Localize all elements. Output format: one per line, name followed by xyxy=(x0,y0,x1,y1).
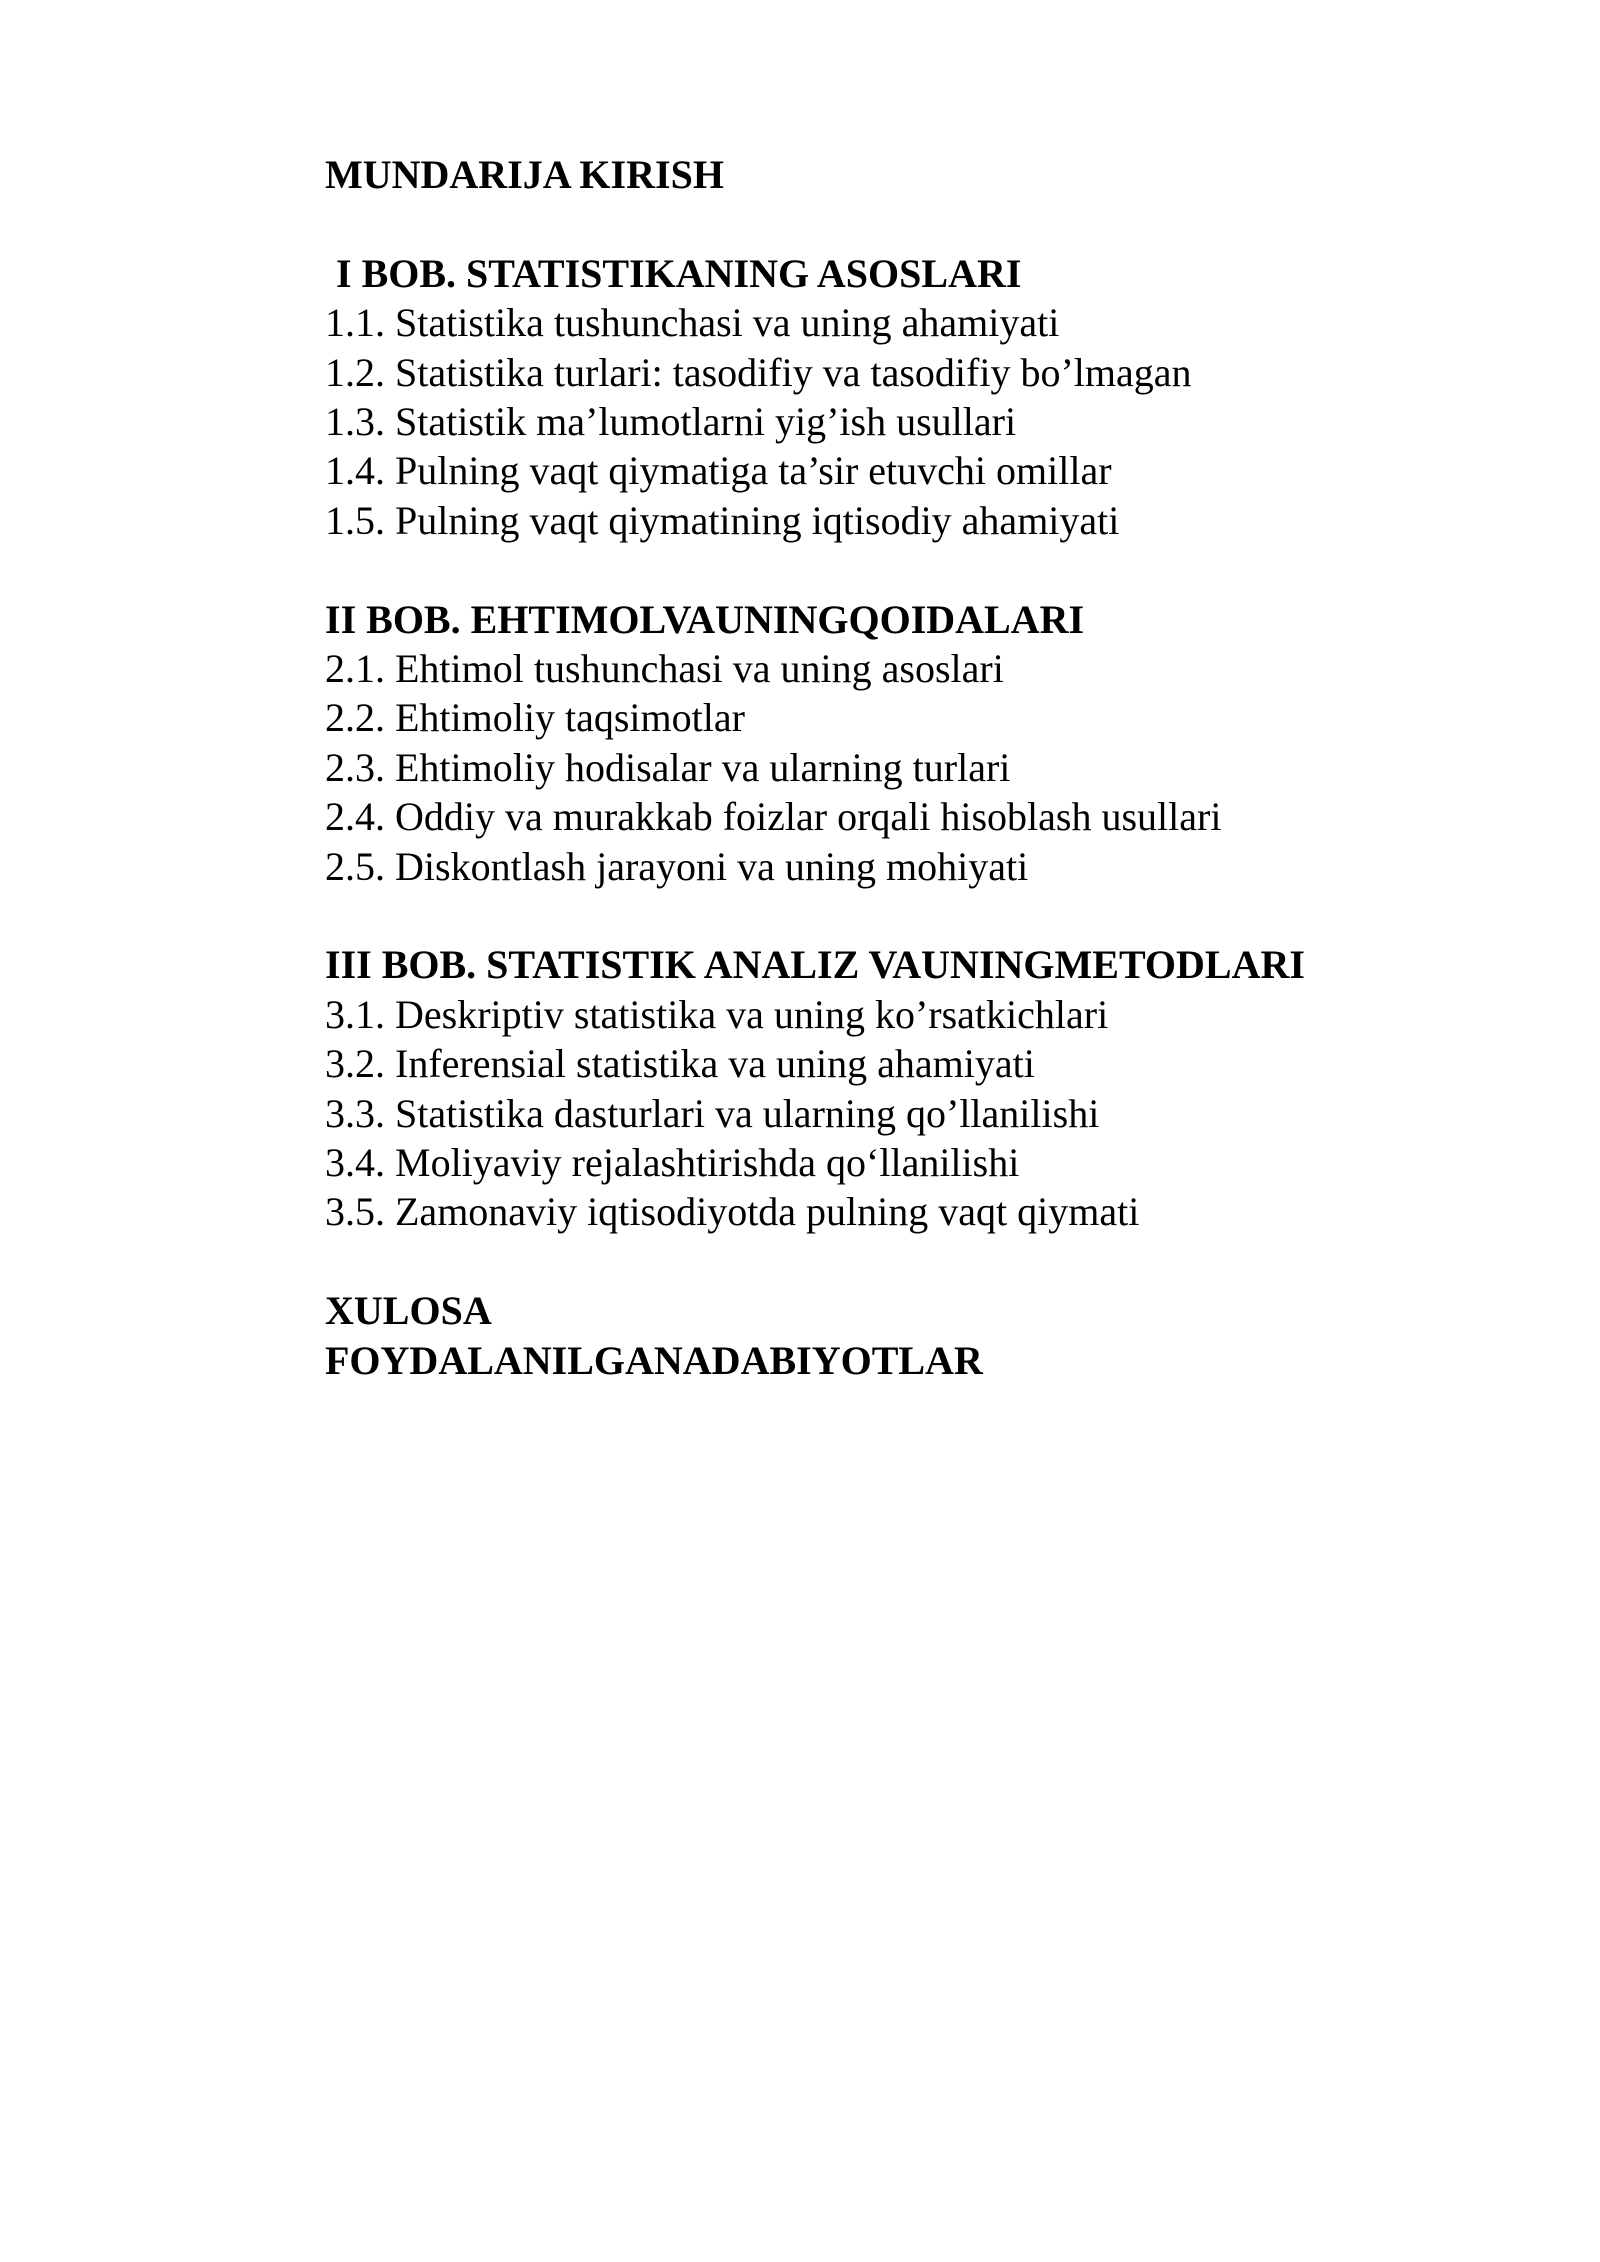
toc-title: MUNDARIJA KIRISH xyxy=(325,152,724,197)
spacer xyxy=(325,199,1475,248)
toc-item-1-2: 1.2. Statistika turlari: tasodifiy va tasodifiy bo’lmagan xyxy=(325,349,1192,395)
spacer xyxy=(325,891,1475,940)
table-of-contents xyxy=(325,150,1475,1385)
chapter-1-heading: I BOB. STATISTIKANING ASOSLARI xyxy=(336,250,1022,296)
spacer xyxy=(325,1237,1475,1286)
toc-item-1-1: 1.1. Statistika tushunchasi va uning ahamiyati xyxy=(325,300,1060,346)
conclusion-heading: XULOSA xyxy=(325,1288,492,1334)
spacer xyxy=(325,545,1475,594)
toc-item-2-3: 2.3. Ehtimoliy hodisalar va ularning turlari xyxy=(325,744,1011,790)
toc-item-3-2: 3.2. Inferensial statistika va uning ahamiyati xyxy=(325,1041,1035,1087)
toc-item-2-5: 2.5. Diskontlash jarayoni va uning mohiyati xyxy=(325,843,1029,889)
references-heading: FOYDALANILGANADABIYOTLAR xyxy=(325,1337,983,1383)
toc-item-2-1: 2.1. Ehtimol tushunchasi va uning asoslari xyxy=(325,646,1004,692)
toc-item-3-5: 3.5. Zamonaviy iqtisodiyotda pulning vaqt qiymati xyxy=(325,1189,1140,1235)
toc-item-2-2: 2.2. Ehtimoliy taqsimotlar xyxy=(325,695,745,741)
toc-item-1-4: 1.4. Pulning vaqt qiymatiga ta’sir etuvchi omillar xyxy=(325,448,1112,494)
toc-item-3-3: 3.3. Statistika dasturlari va ularning qo’llanilishi xyxy=(325,1090,1100,1136)
chapter-2-heading: II BOB. EHTIMOLVAUNINGQOIDALARI xyxy=(325,596,1085,642)
toc-item-1-3: 1.3. Statistik ma’lumotlarni yig’ish usullari xyxy=(325,399,1017,445)
toc-item-3-4: 3.4. Moliyaviy rejalashtirishda qo‘llanilishi xyxy=(325,1140,1020,1186)
toc-item-1-5: 1.5. Pulning vaqt qiymatining iqtisodiy ahamiyati xyxy=(325,497,1120,543)
toc-item-3-1: 3.1. Deskriptiv statistika va uning ko’rsatkichlari xyxy=(325,991,1109,1037)
toc-item-2-4: 2.4. Oddiy va murakkab foizlar orqali hisoblash usullari xyxy=(325,794,1222,840)
chapter-3-heading: III BOB. STATISTIK ANALIZ VAUNINGMETODLARI xyxy=(325,942,1305,988)
